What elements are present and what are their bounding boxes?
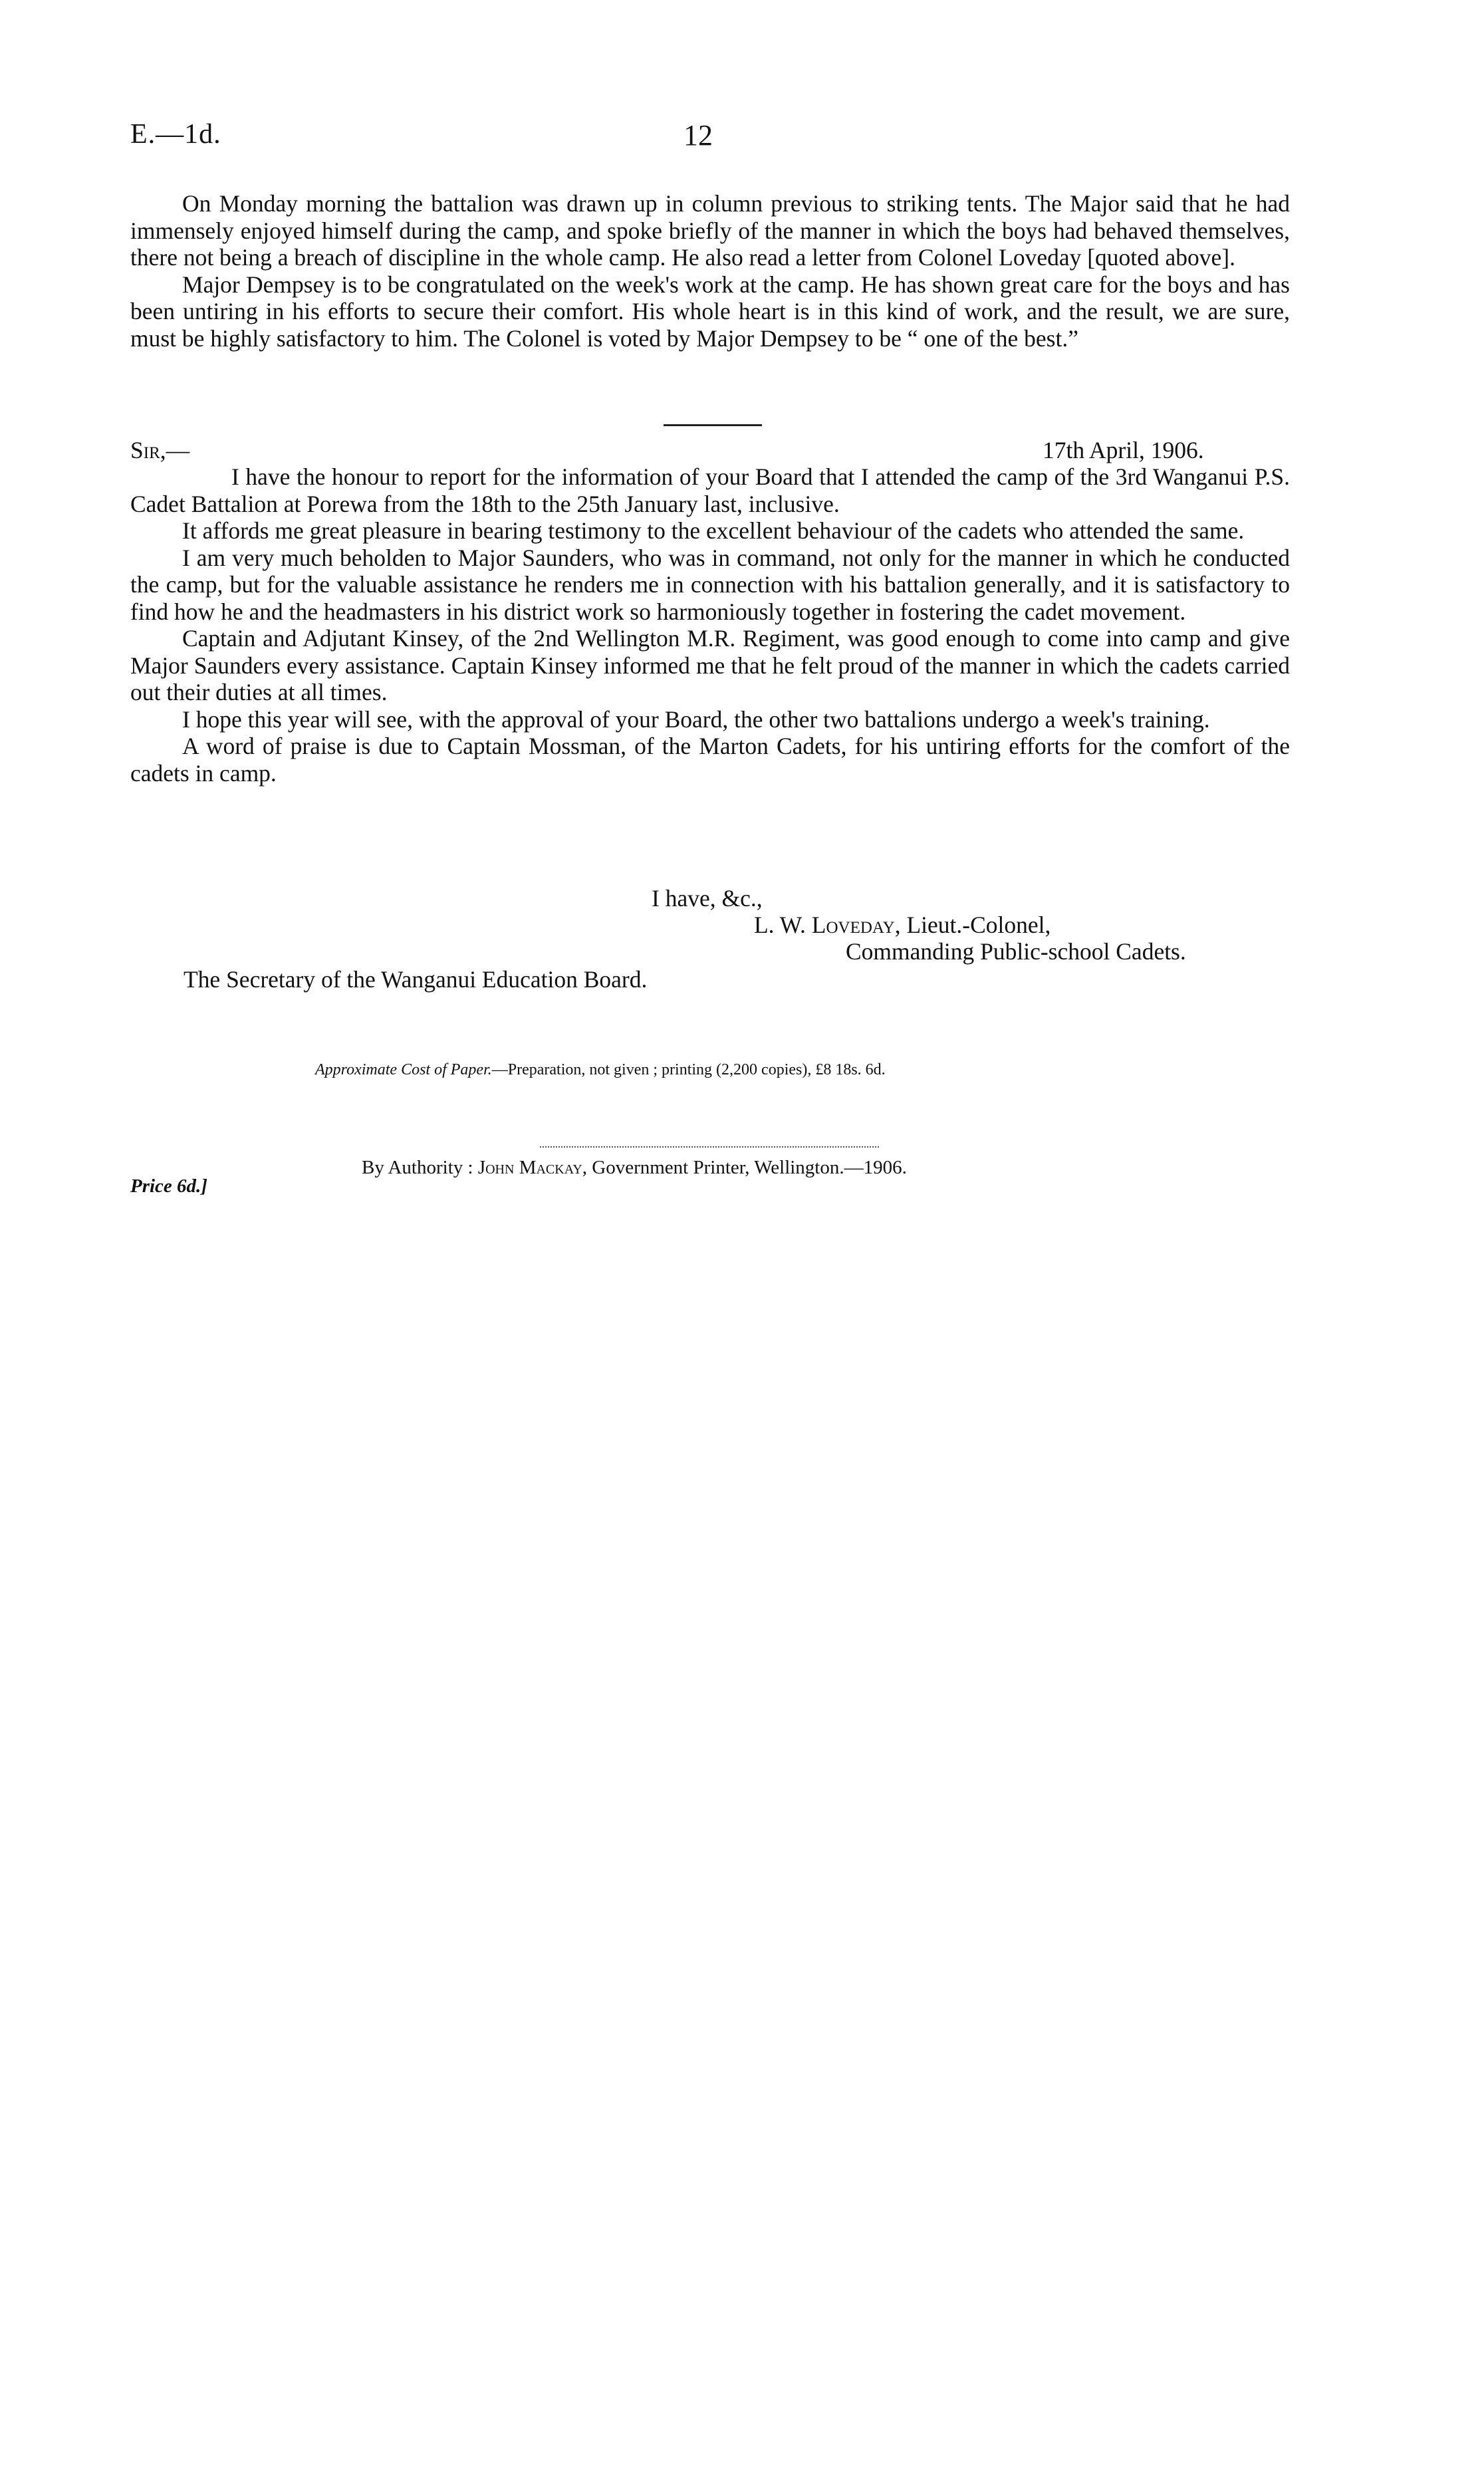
paragraph: Captain and Adjutant Kinsey, of the 2nd Wellington M.R. Regiment, was good enough to come into camp and give Major Saunders every assistance. Captain Kinsey informed me that he felt proud of the manner in which the cadets carried out their duties at all times. (130, 625, 1290, 705)
paragraph: On Monday morning the battalion was drawn up in column previous to striking tents. The Major said that he had immensely enjoyed himself during the camp, and spoke briefly of the manner in which the boys had behaved themselves, there not being a breach of discipline in the whole camp. He also read a letter from Colonel Loveday [quoted above]. (130, 190, 1290, 271)
letter-date: 17th April, 1906. (1043, 437, 1204, 463)
series-code: E.—1d. (130, 119, 221, 150)
paragraph: It affords me great pleasure in bearing testimony to the excellent behaviour of the cadets who attended the same. (182, 517, 1245, 544)
signatory-surname: Loveday (811, 912, 895, 938)
footer-divider (540, 1146, 879, 1148)
printer-name: John Mackay (477, 1157, 582, 1178)
signature-line (754, 911, 1051, 939)
signatory-initials: L. W. (754, 912, 806, 938)
signatory-title: Commanding Public-school Cadets. (846, 938, 1186, 965)
salutation: Sir,— (130, 437, 190, 463)
cost-label: Approximate Cost of Paper. (315, 1061, 492, 1078)
section-divider (664, 424, 762, 426)
authority-prefix: By Authority : (362, 1157, 478, 1178)
authority-rest: , Government Printer, Wellington.—1906. (582, 1157, 907, 1178)
cost-text: —Preparation, not given ; printing (2,200 copies), £8 18s. 6d. (491, 1061, 886, 1078)
report-text (130, 190, 1290, 352)
paragraph: I have the honour to report for the information of your Board that I attended the camp of the 3rd Wanganui P.S. Cadet Battalion at Porewa from the 18th to the 25th January last, inclusive. (130, 463, 1290, 517)
paragraph: I hope this year will see, with the approval of your Board, the other two battalions undergo a week's training. (182, 705, 1210, 733)
cost-note (315, 1061, 886, 1079)
paragraph: I am very much beholden to Major Saunders, who was in command, not only for the manner in which he conducted the camp, but for the valuable assistance he renders me in connection with his battalion generally, and it is satisfactory to find how he and the headmasters in his district work so harmoniously together in fostering the cadet movement. (130, 544, 1290, 625)
page-number: 12 (683, 119, 713, 152)
signatory-rank: , Lieut.-Colonel, (894, 912, 1051, 938)
addressee: The Secretary of the Wanganui Education Board. (184, 966, 648, 993)
closing: I have, &c., (652, 885, 763, 912)
paragraph: A word of praise is due to Captain Mossman, of the Marton Cadets, for his untiring efforts for the comfort of the cadets in camp. (130, 733, 1290, 787)
price: Price 6d.] (130, 1175, 207, 1197)
letter-body (130, 463, 1290, 787)
paragraph: Major Dempsey is to be congratulated on the week's work at the camp. He has shown great care for the boys and has been untiring in his efforts to secure their comfort. His whole heart is in this kind of work, and the result, we are sure, must be highly satisfactory to him. The Colonel is voted by Major Dempsey to be “ one of the best.” (130, 271, 1290, 352)
authority-line (362, 1157, 907, 1179)
